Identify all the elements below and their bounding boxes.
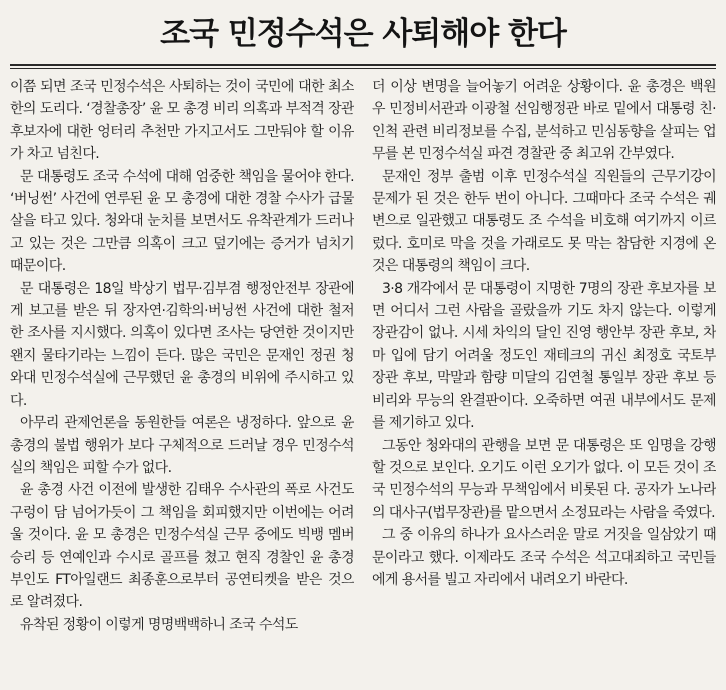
- article-paragraph: 3·8 개각에서 문 대통령이 지명한 7명의 장관 후보자를 보면 어디서 그런 사람을 골랐을까 기도 차지 않는다. 이렇게 장관감이 없나. 시세 차익의 달인 진영 행안부 장관 후보, 차마 입에 담기 어려울 정도인 재테크의 귀신 최정호 국토부 장관 후보, 막말과 함량 미달의 김연철 통일부 장관 후보 등 비리와 무능의 완결판이다. 오죽하면 여권 내부에서도 문제를 제기하고 있다.: [372, 280, 716, 432]
- article-column-left: [10, 76, 354, 686]
- article-paragraph: 그동안 청와대의 관행을 보면 문 대통령은 또 임명을 강행할 것으로 보인다. 오기도 이런 오기가 없다. 이 모든 것이 조국 민정수석의 무능과 무책임에서 비롯된 다. 공자가 노나라의 대사구(법무장관)를 맡으면서 소정묘라는 사람을 죽였다.: [372, 437, 716, 521]
- headline: 조국 민정수석은 사퇴해야 한다: [160, 16, 566, 52]
- article-paragraph: 문 대통령도 조국 수석에 대해 엄중한 책임을 물어야 한다. ‘버닝썬’ 사건에 연루된 윤 모 총경에 대한 경찰 수사가 급물살을 타고 있다. 청와대 눈치를 보면서도 유착관계가 드러나고 있는 것은 그만큼 의혹이 크고 덮기에는 증거가 넘치기 때문이다.: [10, 168, 354, 275]
- article-paragraph: 윤 총경 사건 이전에 발생한 김태우 수사관의 폭로 사건도 구렁이 담 넘어가듯이 그 책임을 회피했지만 이번에는 어려울 것이다. 윤 모 총경은 민정수석실 근무 중에도 빅뱅 멤버 승리 등 연예인과 수시로 골프를 쳤고 현직 경찰인 윤 총경 부인도 FT아일랜드 최종훈으로부터 공연티켓을 받은 것으로 알려졌다.: [10, 482, 354, 611]
- article-paragraph: 이쯤 되면 조국 민정수석은 사퇴하는 것이 국민에 대한 최소한의 도리다. ‘경찰총장’ 윤 모 총경 비리 의혹과 부적격 장관 후보자에 대한 엉터리 추천만 가지고서도 그만둬야 할 이유가 차고 넘친다.: [10, 79, 354, 163]
- article-paragraph: 유착된 정황이 이렇게 명명백백하니 조국 수석도: [20, 616, 298, 633]
- article-paragraph: 더 이상 변명을 늘어놓기 어려운 상황이다. 윤 총경은 백원우 민정비서관과 이광철 선임행정관 바로 밑에서 대통령 친·인척 관련 비리정보를 수집, 분석하고 민심동향을 살피는 업무를 본 민정수석실 파견 경찰관 중 최고위 간부였다.: [372, 79, 716, 163]
- article-paragraph: 문재인 정부 출범 이후 민정수석실 직원들의 근무기강이 문제가 된 것은 한두 번이 아니다. 그때마다 조국 수석은 궤변으로 일관했고 대통령도 조 수석을 비호해 여기까지 이르렀다. 호미로 막을 것을 가래로도 못 막는 참담한 지경에 온 것은 대통령의 책임이 크다.: [372, 168, 716, 275]
- article-column-right: [372, 76, 716, 686]
- article-body: [10, 76, 716, 686]
- article-paragraph: 문 대통령은 18일 박상기 법무·김부겸 행정안전부 장관에게 보고를 받은 뒤 장자연·김학의·버닝썬 사건에 대한 철저한 조사를 지시했다. 의혹이 있다면 조사는 당연한 것이지만 왠지 물타기라는 느낌이 든다. 많은 국민은 문재인 정권 청와대 민정수석실에 근무했던 윤 총경의 비위에 주시하고 있다.: [10, 280, 354, 409]
- headline-divider: [10, 64, 716, 66]
- article-paragraph: 그 중 이유의 하나가 요사스러운 말로 거짓을 일삼았기 때문이라고 했다. 이제라도 조국 수석은 석고대죄하고 국민들에게 용서를 빌고 자리에서 내려오기 바란다.: [372, 527, 716, 588]
- headline-divider-thin: [10, 68, 716, 69]
- article-paragraph: 아무리 관제언론을 동원한들 여론은 냉정하다. 앞으로 윤 총경의 불법 행위가 보다 구체적으로 드러날 경우 민정수석실의 책임은 피할 수가 없다.: [10, 415, 354, 476]
